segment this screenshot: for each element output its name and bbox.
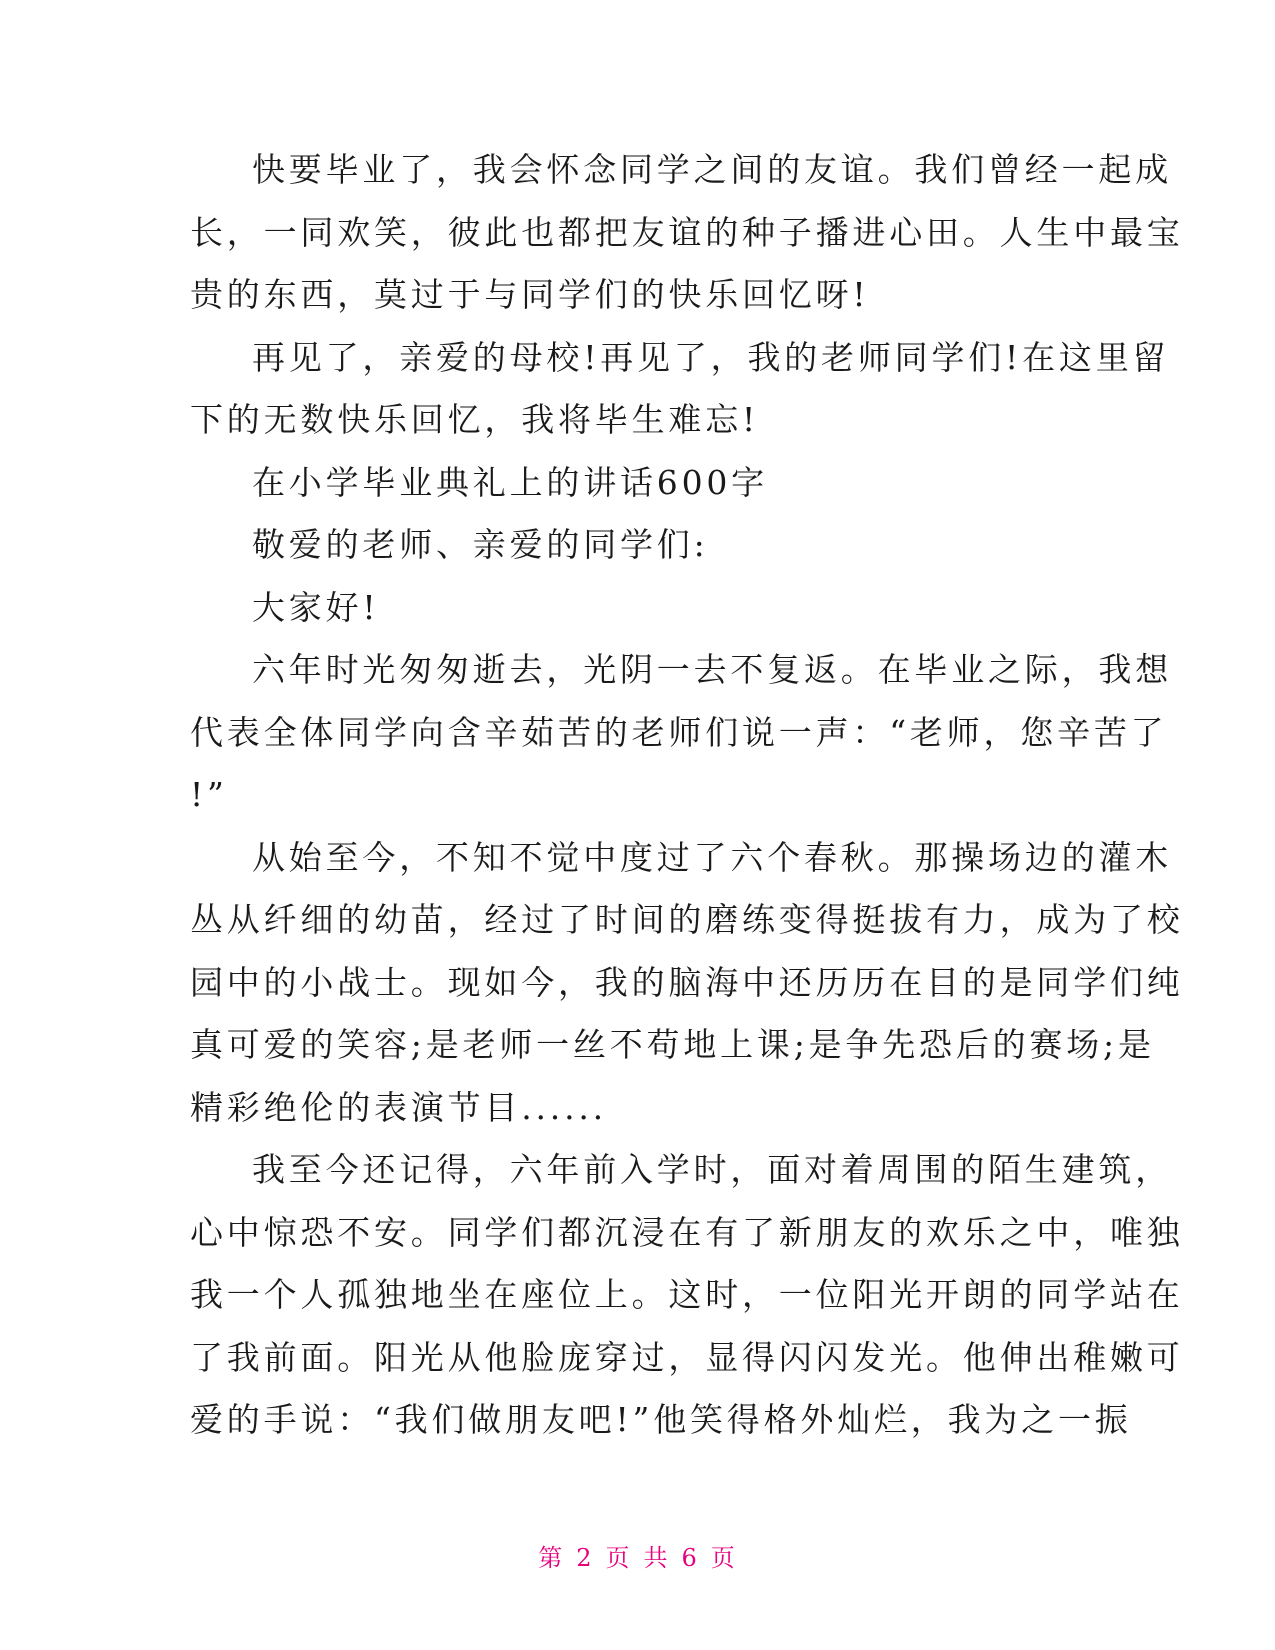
text-line: 贵的东西，莫过于与同学们的快乐回忆呀! (190, 275, 870, 314)
document-body (190, 139, 1184, 1452)
text-line: 下的无数快乐回忆，我将毕生难忘! (190, 400, 760, 439)
text-line: 园中的小战士。现如今，我的脑海中还历历在目的是同学们纯 (190, 962, 1184, 1002)
footer-page-word: 页 (605, 1544, 632, 1572)
footer-current-page: 2 (576, 1544, 594, 1572)
text-line: 真可爱的笑容;是老师一丝不苟地上课;是争先恐后的赛场;是 (190, 1025, 1155, 1064)
section-heading: 在小学毕业典礼上的讲话600字 (252, 462, 768, 502)
text-line: 了我前面。阳光从他脸庞穿过，显得闪闪发光。他伸出稚嫩可 (190, 1337, 1184, 1377)
text-line: 代表全体同学向含辛茹苦的老师们说一声：“老师，您辛苦了 (190, 712, 1168, 752)
text-line: 快要毕业了，我会怀念同学之间的友谊。我们曾经一起成 (252, 150, 1172, 189)
footer-total-word: 共 (643, 1544, 670, 1572)
text-line: 我至今还记得，六年前入学时，面对着周围的陌生建筑， (252, 1150, 1172, 1189)
footer-suffix: 页 (710, 1544, 737, 1572)
greeting: 大家好! (252, 587, 380, 627)
text-line: 再见了，亲爱的母校!再见了，我的老师同学们!在这里留 (252, 337, 1170, 377)
text-line: 我一个人孤独地坐在座位上。这时，一位阳光开朗的同学站在 (190, 1275, 1184, 1314)
text-line: 六年时光匆匆逝去，光阴一去不复返。在毕业之际，我想 (252, 650, 1172, 689)
page-footer (0, 1538, 1275, 1573)
salutation: 敬爱的老师、亲爱的同学们: (252, 525, 709, 564)
footer-prefix: 第 (538, 1544, 565, 1572)
text-line: 心中惊恐不安。同学们都沉浸在有了新朋友的欢乐之中，唯独 (190, 1212, 1184, 1252)
text-line: 丛从纤细的幼苗，经过了时间的磨练变得挺拔有力，成为了校 (190, 900, 1184, 939)
text-line: 精彩绝伦的表演节目...... (190, 1087, 607, 1127)
text-line: 从始至今，不知不觉中度过了六个春秋。那操场边的灌木 (252, 837, 1172, 877)
text-line: !” (190, 775, 228, 814)
footer-total-pages: 6 (681, 1544, 699, 1572)
text-line: 长，一同欢笑，彼此也都把友谊的种子播进心田。人生中最宝 (190, 212, 1184, 252)
text-line: 爱的手说：“我们做朋友吧!”他笑得格外灿烂，我为之一振 (190, 1400, 1132, 1439)
